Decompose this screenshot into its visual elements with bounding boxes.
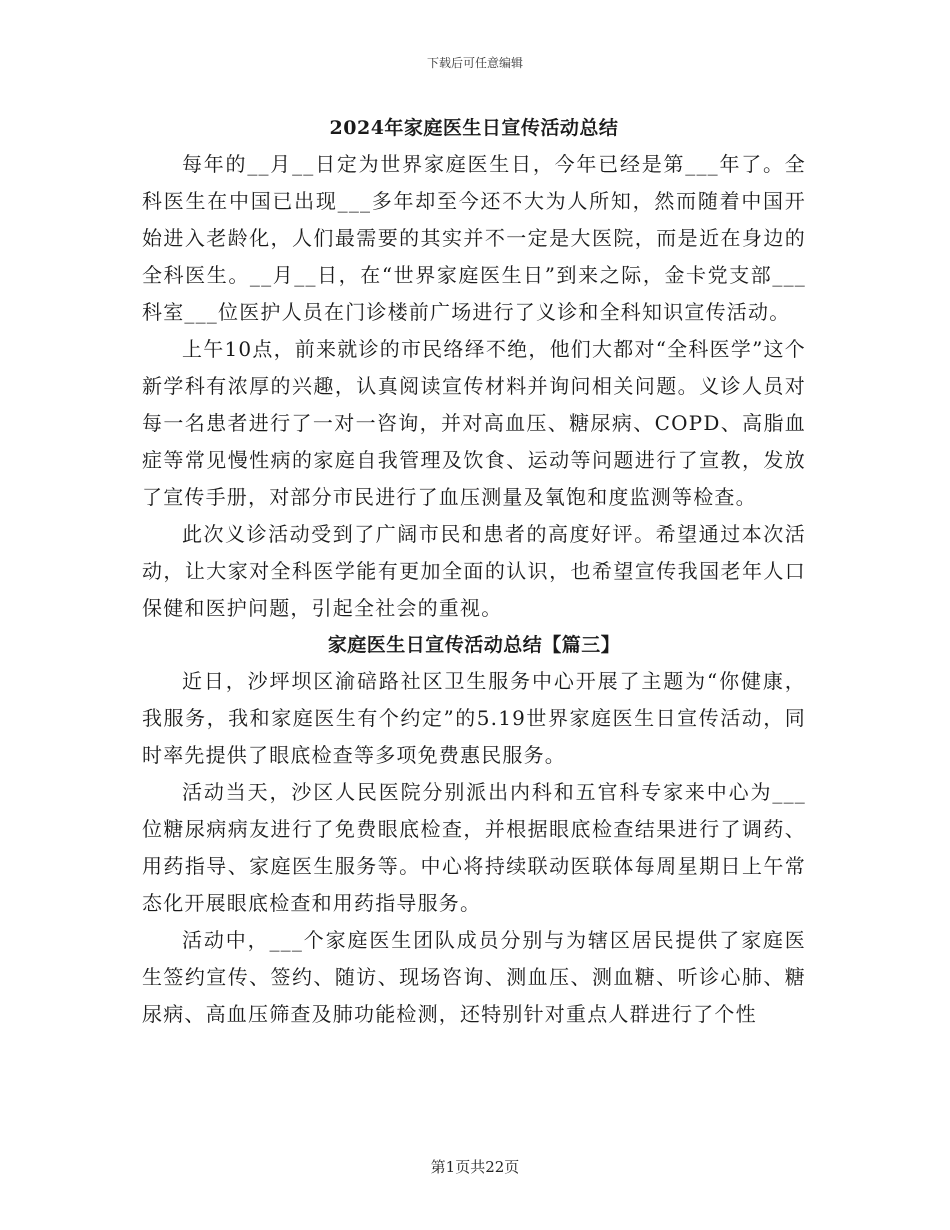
paragraph: 近日，沙坪坝区渝碚路社区卫生服务中心开展了主题为“你健康，我服务，我和家庭医生有个约定”的5.19世界家庭医生日宣传活动，同时率先提供了眼底检查等多项免费惠民服务。 bbox=[142, 669, 806, 767]
section-title-1: 2024年家庭医生日宣传活动总结 bbox=[329, 117, 619, 139]
paragraph: 活动中，___个家庭医生团队成员分别与为辖区居民提供了家庭医生签约宣传、签约、随访、现场咨询、测血压、测血糖、听诊心肺、糖尿病、高血压筛查及肺功能检测，还特别针对重点人群进行了个性 bbox=[142, 928, 806, 1026]
section-title-2: 家庭医生日宣传活动总结【篇三】 bbox=[327, 634, 621, 656]
paragraph: 活动当天，沙区人民医院分别派出内科和五官科专家来中心为___位糖尿病病友进行了免费眼底检查，并根据眼底检查结果进行了调药、用药指导、家庭医生服务等。中心将持续联动医联体每周星期日上午常态化开展眼底检查和用药指导服务。 bbox=[142, 780, 806, 915]
page-number: 第1页共22页 bbox=[430, 1158, 520, 1176]
paragraph: 此次义诊活动受到了广阔市民和患者的高度好评。希望通过本次活动，让大家对全科医学能有更加全面的认识，也希望宣传我国老年人口保健和医护问题，引起全社会的重视。 bbox=[142, 522, 806, 620]
document-body bbox=[142, 110, 806, 1033]
page-header-note: 下载后可任意编辑 bbox=[426, 56, 523, 70]
paragraph: 每年的__月__日定为世界家庭医生日，今年已经是第___年了。全科医生在中国已出现___多年却至今还不大为人所知，然而随着中国开始进入老龄化，人们最需要的其实并不一定是大医院，而是近在身边的全科医生。__月__日，在“世界家庭医生日”到来之际，金卡党支部___科室___位医护人员在门诊楼前广场进行了义诊和全科知识宣传活动。 bbox=[142, 152, 806, 324]
paragraph: 上午10点，前来就诊的市民络绎不绝，他们大都对“全科医学”这个新学科有浓厚的兴趣，认真阅读宣传材料并询问相关问题。义诊人员对每一名患者进行了一对一咨询，并对高血压、糖尿病、COPD、高脂血症等常见慢性病的家庭自我管理及饮食、运动等问题进行了宣教，发放了宣传手册，对部分市民进行了血压测量及氧饱和度监测等检查。 bbox=[142, 337, 806, 509]
